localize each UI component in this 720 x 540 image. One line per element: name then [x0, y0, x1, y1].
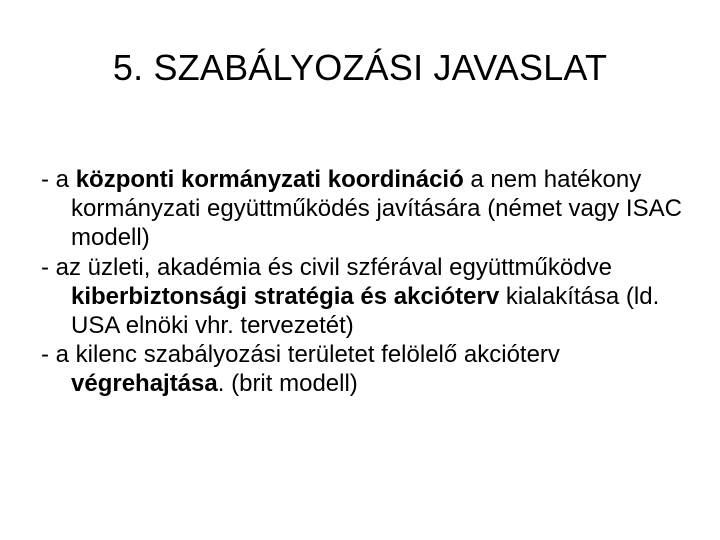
bullet-3-bold: végrehajtása [71, 370, 218, 398]
slide-body [41, 165, 691, 399]
bullet-item-1 [41, 165, 691, 253]
bullet-2-text-a: - az üzleti, akadémia és civil szférával együttműködve [41, 253, 612, 281]
slide-title: 5. SZABÁLYOZÁSI JAVASLAT [112, 47, 608, 88]
bullet-1-text-b: a nem hatékony kormányzati együttműködés javítására (német vagy ISAC modell) [71, 166, 682, 252]
bullet-2-bold: kiberbiztonsági stratégia és akcióterv [71, 282, 500, 310]
bullet-3-text-a: - a kilenc szabályozási területet felölelő akcióterv [41, 341, 560, 369]
bullet-item-3 [41, 340, 691, 398]
bullet-item-2 [41, 253, 691, 341]
bullet-1-bold: központi kormányzati koordináció [75, 166, 464, 193]
bullet-1-text-a: - a [41, 166, 76, 193]
bullet-2-text-b: kialakítása (ld. USA elnöki vhr. tervezetét) [71, 282, 660, 340]
bullet-3-text-b: . (brit modell) [217, 370, 358, 398]
